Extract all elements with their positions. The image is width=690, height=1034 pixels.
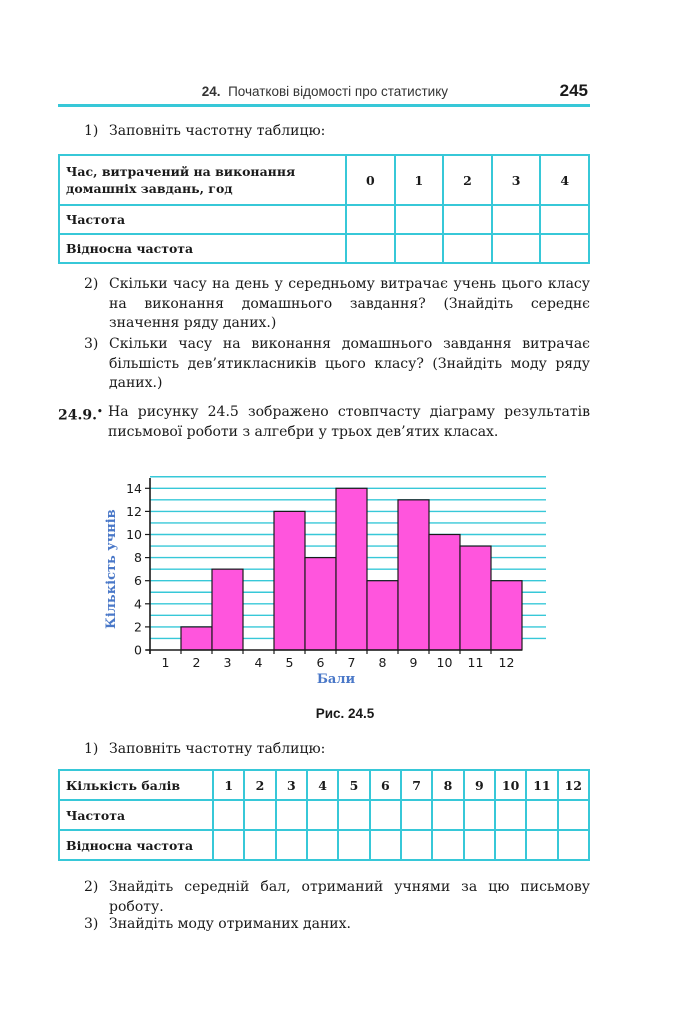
empty-cell[interactable] bbox=[370, 800, 401, 830]
bar-6 bbox=[305, 558, 336, 650]
table-cell: 2 bbox=[443, 155, 492, 205]
item-number: 1) bbox=[84, 123, 99, 139]
table-cell: 0 bbox=[346, 155, 395, 205]
y-axis-label: Кількість учнів bbox=[104, 509, 119, 630]
exercise-number-text: 24.9. bbox=[58, 407, 97, 424]
empty-cell[interactable] bbox=[492, 205, 541, 234]
bar-8 bbox=[367, 581, 398, 650]
header-rule bbox=[58, 104, 590, 107]
y-tick-label: 10 bbox=[126, 527, 142, 542]
bar-2 bbox=[181, 627, 212, 650]
x-tick-label: 9 bbox=[409, 655, 418, 670]
empty-cell[interactable] bbox=[401, 830, 432, 860]
x-tick-label: 12 bbox=[498, 655, 515, 670]
x-tick-label: 2 bbox=[192, 655, 201, 670]
bar-3 bbox=[212, 569, 243, 650]
table-cell: 6 bbox=[370, 770, 401, 800]
empty-cell[interactable] bbox=[526, 830, 557, 860]
empty-cell[interactable] bbox=[370, 830, 401, 860]
empty-cell[interactable] bbox=[307, 800, 338, 830]
bar-11 bbox=[460, 546, 491, 650]
bar-10 bbox=[429, 535, 460, 651]
item-text: Скільки часу на виконання домашнього завдання витрачає більшість дев’ятикласників цього класу? (Знайдіть моду ряду даних.) bbox=[109, 336, 590, 391]
empty-cell[interactable] bbox=[395, 234, 444, 263]
empty-cell[interactable] bbox=[526, 800, 557, 830]
y-tick-label: 2 bbox=[134, 619, 142, 635]
x-tick-label: 4 bbox=[254, 655, 263, 670]
empty-cell[interactable] bbox=[443, 234, 492, 263]
empty-cell[interactable] bbox=[244, 830, 275, 860]
task1-item2 bbox=[84, 275, 590, 335]
item-text: Знайдіть середній бал, отриманий учнями за цю письмову роботу. bbox=[109, 879, 590, 915]
empty-cell[interactable] bbox=[338, 800, 369, 830]
item-number: 1) bbox=[84, 741, 99, 757]
task2-item3 bbox=[84, 915, 590, 935]
table-row-label: Відносна частота bbox=[59, 830, 213, 860]
exercise-24-9 bbox=[58, 403, 590, 445]
x-tick-label: 10 bbox=[436, 655, 453, 670]
chapter-title-text: Початкові відомості про статистику bbox=[228, 84, 448, 99]
x-tick-label: 3 bbox=[223, 655, 232, 670]
table-cell: 4 bbox=[540, 155, 589, 205]
table-cell: 1 bbox=[395, 155, 444, 205]
x-tick-label: 1 bbox=[161, 655, 170, 670]
chapter-number: 24. bbox=[201, 84, 221, 99]
empty-cell[interactable] bbox=[432, 800, 463, 830]
table-cell: 2 bbox=[244, 770, 275, 800]
table-cell: 9 bbox=[464, 770, 495, 800]
empty-cell[interactable] bbox=[443, 205, 492, 234]
empty-cell[interactable] bbox=[432, 830, 463, 860]
bar-5 bbox=[274, 511, 305, 650]
exercise-marker: • bbox=[96, 407, 103, 417]
bar-12 bbox=[491, 581, 522, 650]
table-cell: 11 bbox=[526, 770, 557, 800]
table-cell: 7 bbox=[401, 770, 432, 800]
empty-cell[interactable] bbox=[346, 205, 395, 234]
empty-cell[interactable] bbox=[276, 800, 307, 830]
table-cell: 3 bbox=[276, 770, 307, 800]
empty-cell[interactable] bbox=[346, 234, 395, 263]
table-cell: 10 bbox=[495, 770, 526, 800]
y-tick-label: 8 bbox=[134, 550, 142, 566]
x-tick-label: 7 bbox=[347, 655, 356, 670]
frequency-table-hours bbox=[58, 154, 590, 264]
x-tick-label: 6 bbox=[316, 655, 325, 670]
empty-cell[interactable] bbox=[464, 800, 495, 830]
item-number: 2) bbox=[84, 879, 99, 895]
page-header bbox=[58, 80, 590, 104]
exercise-number bbox=[58, 403, 103, 426]
table-cell: 5 bbox=[338, 770, 369, 800]
table-cell: 3 bbox=[492, 155, 541, 205]
item-text: Скільки часу на день у середньому витрачає учень цього класу на виконання домашнього завдання? (Знайдіть середнє значення ряду даних.) bbox=[109, 276, 590, 331]
x-tick-label: 8 bbox=[378, 655, 387, 670]
table-row-label: Частота bbox=[59, 800, 213, 830]
empty-cell[interactable] bbox=[338, 830, 369, 860]
table-cell: 12 bbox=[558, 770, 589, 800]
empty-cell[interactable] bbox=[244, 800, 275, 830]
table-cell: 4 bbox=[307, 770, 338, 800]
empty-cell[interactable] bbox=[495, 800, 526, 830]
item-number: 2) bbox=[84, 276, 99, 292]
empty-cell[interactable] bbox=[464, 830, 495, 860]
empty-cell[interactable] bbox=[395, 205, 444, 234]
table-row-label: Відносна частота bbox=[59, 234, 346, 263]
item-text: Знайдіть моду отриманих даних. bbox=[109, 916, 351, 932]
figure-caption: Рис. 24.5 bbox=[315, 706, 375, 721]
chapter-title bbox=[202, 84, 448, 99]
empty-cell[interactable] bbox=[213, 830, 244, 860]
empty-cell[interactable] bbox=[495, 830, 526, 860]
page-number: 245 bbox=[559, 81, 588, 100]
y-tick-label: 6 bbox=[134, 573, 142, 589]
item-text: Заповніть частотну таблицю: bbox=[109, 123, 326, 139]
table-row-label: Кількість балів bbox=[59, 770, 213, 800]
task1-item3 bbox=[84, 335, 590, 395]
y-tick-label: 0 bbox=[134, 642, 142, 658]
y-tick-label: 14 bbox=[126, 480, 142, 496]
empty-cell[interactable] bbox=[540, 205, 589, 234]
item-number: 3) bbox=[84, 336, 99, 352]
empty-cell[interactable] bbox=[540, 234, 589, 263]
exercise-text: На рисунку 24.5 зображено стовпчасту діаграму результатів письмової роботи з алгебри у трьох дев’ятих класах. bbox=[108, 404, 590, 440]
table-cell: 1 bbox=[213, 770, 244, 800]
empty-cell[interactable] bbox=[558, 800, 589, 830]
empty-cell[interactable] bbox=[492, 234, 541, 263]
empty-cell[interactable] bbox=[213, 800, 244, 830]
x-axis-label: Бали bbox=[316, 672, 356, 687]
empty-cell[interactable] bbox=[558, 830, 589, 860]
item-text: Заповніть частотну таблицю: bbox=[109, 741, 326, 757]
item-number: 3) bbox=[84, 916, 99, 932]
empty-cell[interactable] bbox=[276, 830, 307, 860]
frequency-table-scores bbox=[58, 769, 590, 861]
task2-item2 bbox=[84, 878, 590, 918]
bar-chart bbox=[98, 468, 558, 698]
table-row-label: Частота bbox=[59, 205, 346, 234]
x-tick-label: 5 bbox=[285, 655, 294, 670]
bar-7 bbox=[336, 488, 367, 650]
y-tick-label: 12 bbox=[126, 503, 142, 519]
bar-9 bbox=[398, 500, 429, 650]
task1-item1 bbox=[84, 122, 590, 142]
empty-cell[interactable] bbox=[307, 830, 338, 860]
y-tick-label: 4 bbox=[134, 596, 142, 612]
task2-item1 bbox=[84, 740, 590, 760]
x-tick-label: 11 bbox=[467, 655, 484, 670]
empty-cell[interactable] bbox=[401, 800, 432, 830]
table-cell: 8 bbox=[432, 770, 463, 800]
table-row-label: Час, витрачений на виконання домашніх завдань, год bbox=[59, 155, 346, 205]
